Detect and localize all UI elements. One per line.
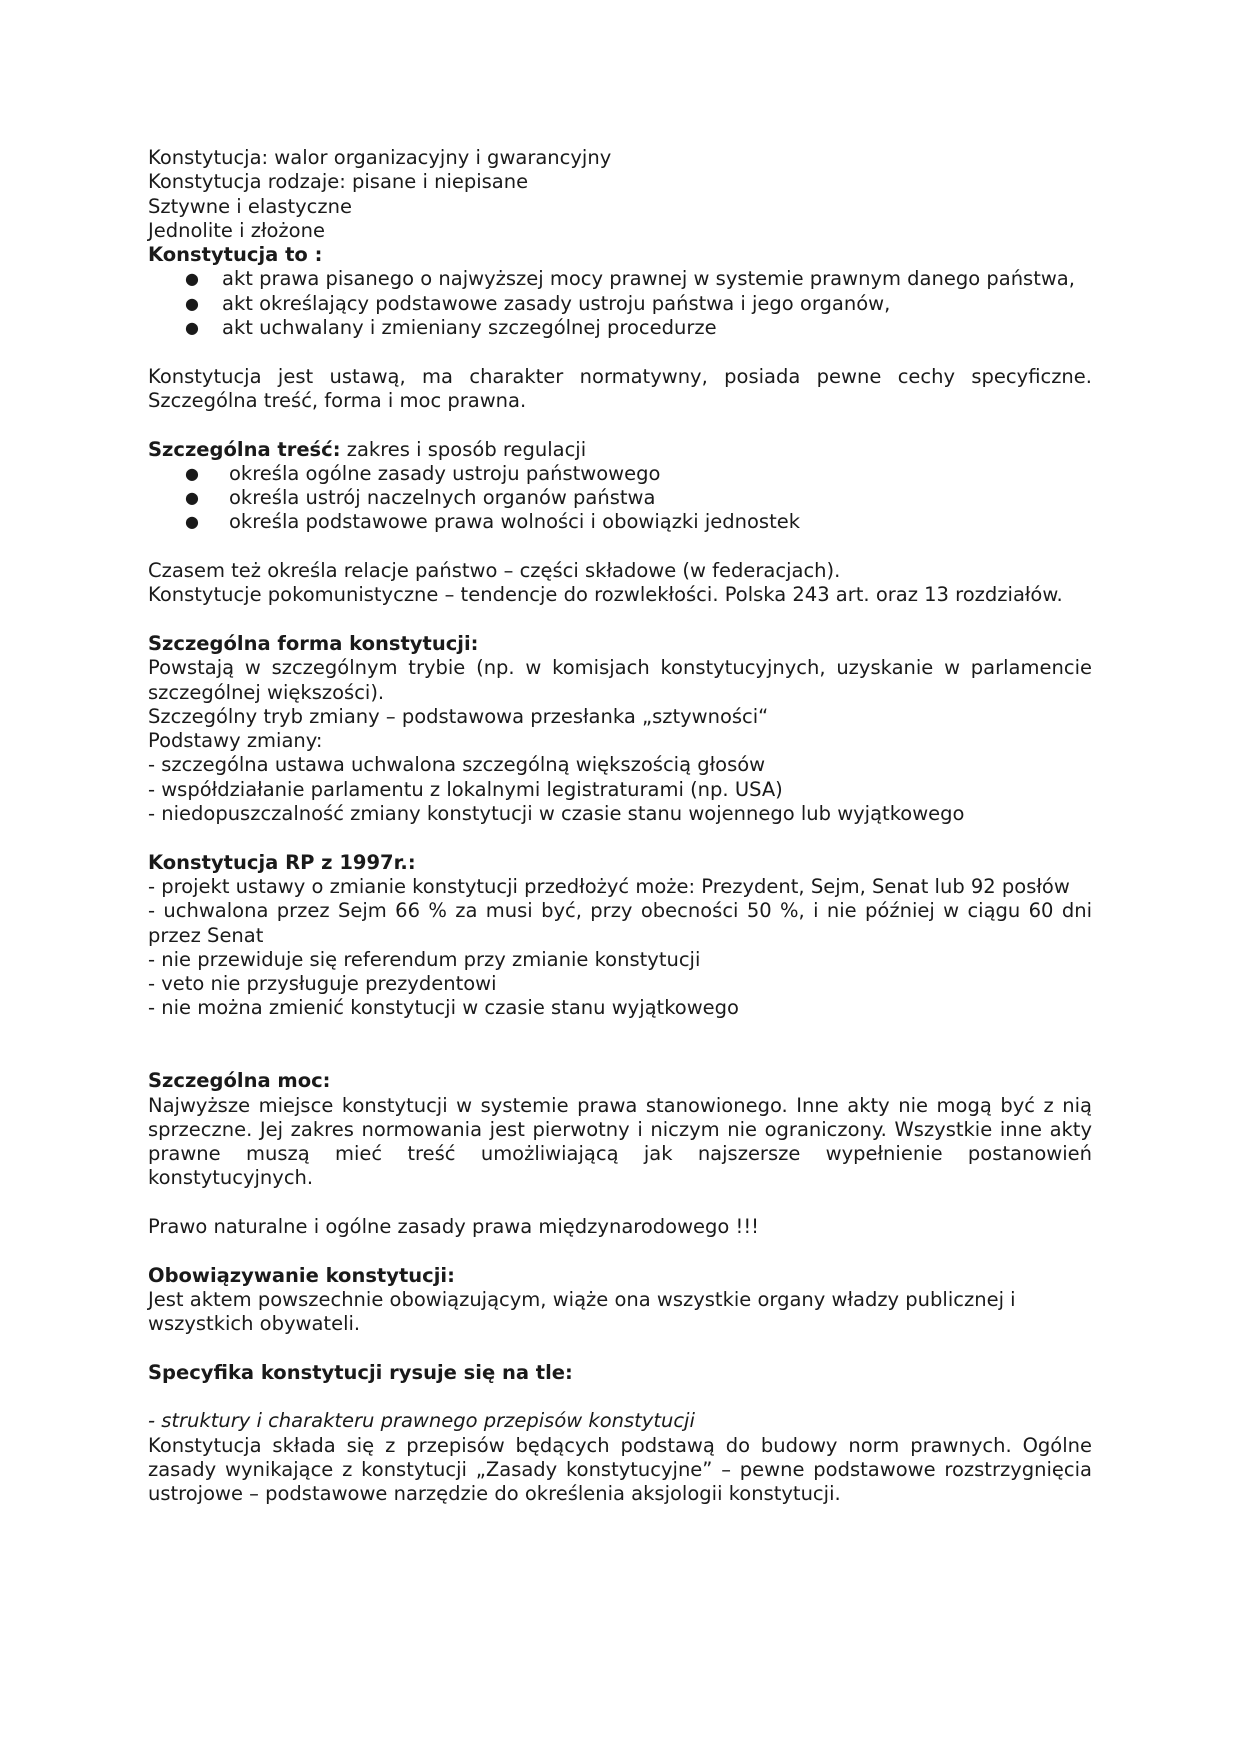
rp-item-4: - veto nie przysługuje prezydentowi (148, 972, 497, 996)
specyfika-paragraph: Konstytucja składa się z przepisów będących podstawą do budowy norm prawnych. Ogólne zasady wynikające z konstytucji „Zasady konstytucyjne” – pewne podstawowe rozstrzygnięcia ustrojowe – podstawowe narzędzie do określenia aksjologii konstytucji. (148, 1433, 1092, 1506)
summary-paragraph: Konstytucja jest ustawą, ma charakter normatywny, posiada pewne cechy specyficzne. Szczególna treść, forma i moc prawna. (148, 364, 1092, 412)
intro-line-2: Konstytucja rodzaje: pisane i niepisane (148, 170, 529, 194)
list-item: ● akt uchwalany i zmieniany szczególnej procedurze (185, 316, 717, 340)
forma-heading: Szczególna forma konstytucji: (148, 631, 479, 655)
tresc-paragraph-2: Konstytucje pokomunistyczne – tendencje do rozwlekłości. Polska 243 art. oraz 13 rozdziałów. (148, 583, 1063, 607)
list-item: ● określa ogólne zasady ustroju państwowego (185, 461, 661, 485)
obowiazywanie-heading: Obowiązywanie konstytucji: (148, 1263, 455, 1287)
forma-item-3: - niedopuszczalność zmiany konstytucji w czasie stanu wojennego lub wyjątkowego (148, 802, 965, 826)
forma-paragraph-2: Szczególny tryb zmiany – podstawowa przesłanka „sztywności“ (148, 704, 769, 728)
definition-heading: Konstytucja to : (148, 243, 323, 267)
bullet-icon: ● (185, 293, 199, 313)
forma-paragraph-1: Powstają w szczególnym trybie (np. w komisjach konstytucyjnych, uzyskanie w parlamencie szczególnej większości). (148, 656, 1092, 704)
moc-heading: Szczególna moc: (148, 1069, 331, 1093)
bullet-icon: ● (185, 488, 199, 508)
tresc-heading: Szczególna treść: zakres i sposób regulacji (148, 437, 587, 461)
bullet-icon: ● (185, 318, 199, 338)
list-item: ● określa podstawowe prawa wolności i obowiązki jednostek (185, 510, 801, 534)
bullet-icon: ● (185, 269, 199, 289)
rp-item-2: - uchwalona przez Sejm 66 % za musi być, przy obecności 50 %, i nie później w ciągu 60 dni przez Senat (148, 899, 1092, 947)
list-item: ● akt prawa pisanego o najwyższej mocy prawnej w systemie prawnym danego państwa, (185, 267, 1075, 291)
forma-paragraph-3: Podstawy zmiany: (148, 729, 323, 753)
tresc-paragraph-1: Czasem też określa relacje państwo – części składowe (w federacjach). (148, 559, 841, 583)
rp-item-1: - projekt ustawy o zmianie konstytucji przedłożyć może: Prezydent, Sejm, Senat lub 92 posłów (148, 874, 1070, 898)
intro-line-1: Konstytucja: walor organizacyjny i gwarancyjny (148, 146, 612, 169)
list-item: ● określa ustrój naczelnych organów państwa (185, 486, 656, 510)
specyfika-heading: Specyfika konstytucji rysuje się na tle: (148, 1360, 573, 1384)
tresc-list (148, 462, 1092, 535)
rp-item-3: - nie przewiduje się referendum przy zmianie konstytucji (148, 947, 701, 971)
moc-paragraph-1: Najwyższe miejsce konstytucji w systemie prawa stanowionego. Inne akty nie mogą być z nią sprzeczne. Jej zakres normowania jest pierwotny i niczym nie ograniczony. Wszystkie inne akty prawne muszą mieć treść umożliwiającą jak najszersze wypełnienie postanowień konstytucyjnych. (148, 1093, 1092, 1190)
specyfika-subheading: - struktury i charakteru prawnego przepisów konstytucji (148, 1409, 695, 1433)
bullet-icon: ● (185, 463, 199, 483)
definition-list (148, 267, 1092, 340)
list-item: ● akt określający podstawowe zasady ustroju państwa i jego organów, (185, 291, 891, 315)
document-page (148, 146, 1092, 1507)
rp-heading: Konstytucja RP z 1997r.: (148, 850, 416, 874)
intro-line-4: Jednolite i złożone (148, 218, 325, 242)
obowiazywanie-paragraph: Jest aktem powszechnie obowiązującym, wiąże ona wszystkie organy władzy publicznej i wszystkich obywateli. (148, 1287, 1016, 1336)
bullet-icon: ● (185, 512, 199, 532)
forma-item-1: - szczególna ustawa uchwalona szczególną większością głosów (148, 753, 766, 777)
intro-line-3: Sztywne i elastyczne (148, 194, 352, 218)
moc-paragraph-2: Prawo naturalne i ogólne zasady prawa międzynarodowego !!! (148, 1215, 759, 1239)
forma-item-2: - współdziałanie parlamentu z lokalnymi legistraturami (np. USA) (148, 777, 783, 801)
rp-item-5: - nie można zmienić konstytucji w czasie stanu wyjątkowego (148, 996, 739, 1020)
